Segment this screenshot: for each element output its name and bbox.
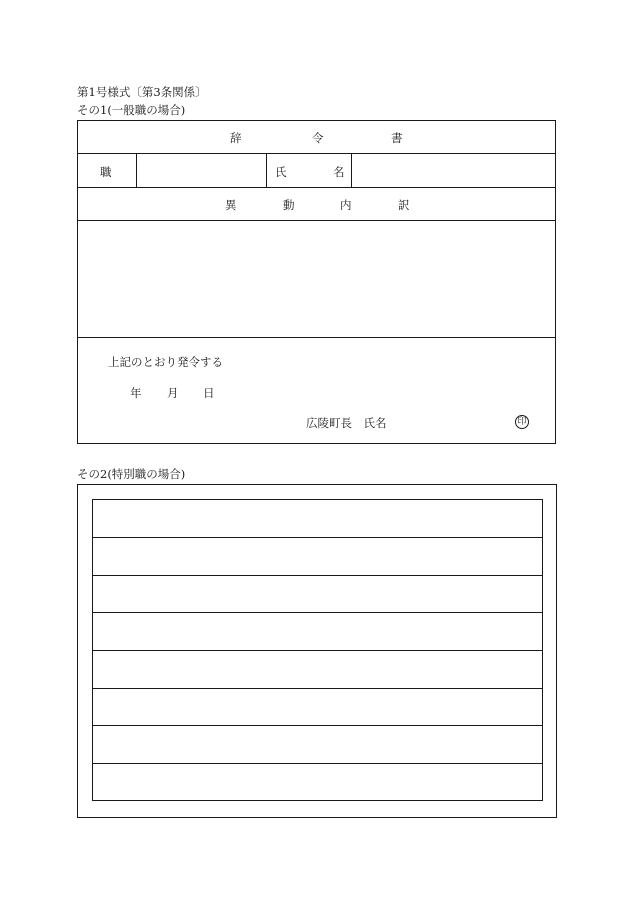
name-label-char-1: 氏 bbox=[275, 165, 287, 179]
divider bbox=[266, 153, 267, 187]
statement-text: 上記のとおり発令する bbox=[108, 355, 223, 369]
year-label: 年 bbox=[130, 386, 142, 400]
ruled-line[interactable] bbox=[93, 651, 542, 689]
transfer-details-char-4: 訳 bbox=[398, 198, 410, 212]
transfer-details-char-2: 動 bbox=[283, 198, 295, 212]
ruled-line[interactable] bbox=[93, 726, 542, 764]
position-label: 職 bbox=[100, 165, 112, 179]
divider bbox=[78, 187, 555, 188]
form-title-char-3: 書 bbox=[391, 131, 403, 145]
ruled-line[interactable] bbox=[93, 764, 542, 800]
position-field[interactable] bbox=[137, 154, 266, 187]
form-title-char-1: 辞 bbox=[230, 131, 242, 145]
name-label-char-2: 名 bbox=[333, 165, 345, 179]
transfer-details-char-3: 内 bbox=[340, 198, 352, 212]
ruled-area bbox=[92, 499, 543, 801]
appointment-form-special bbox=[77, 484, 557, 818]
ruled-line[interactable] bbox=[93, 538, 542, 576]
form-title: 第1号様式〔第3条関係〕 bbox=[77, 85, 207, 99]
form-title-char-2: 令 bbox=[312, 131, 324, 145]
name-field[interactable] bbox=[352, 154, 556, 187]
ruled-line[interactable] bbox=[93, 500, 542, 538]
part1-title: その1(一般職の場合) bbox=[77, 103, 186, 117]
ruled-line[interactable] bbox=[93, 576, 542, 613]
seal-icon: 印 bbox=[515, 415, 529, 429]
appointment-form-general bbox=[77, 120, 556, 444]
part2-title: その2(特別職の場合) bbox=[77, 467, 186, 481]
issuer-text: 広陵町長 氏名 bbox=[306, 416, 387, 430]
ruled-line[interactable] bbox=[93, 613, 542, 651]
month-label: 月 bbox=[167, 386, 179, 400]
ruled-line[interactable] bbox=[93, 689, 542, 726]
transfer-details-area[interactable] bbox=[78, 221, 555, 337]
day-label: 日 bbox=[203, 386, 215, 400]
transfer-details-char-1: 異 bbox=[225, 198, 237, 212]
divider bbox=[78, 337, 555, 338]
